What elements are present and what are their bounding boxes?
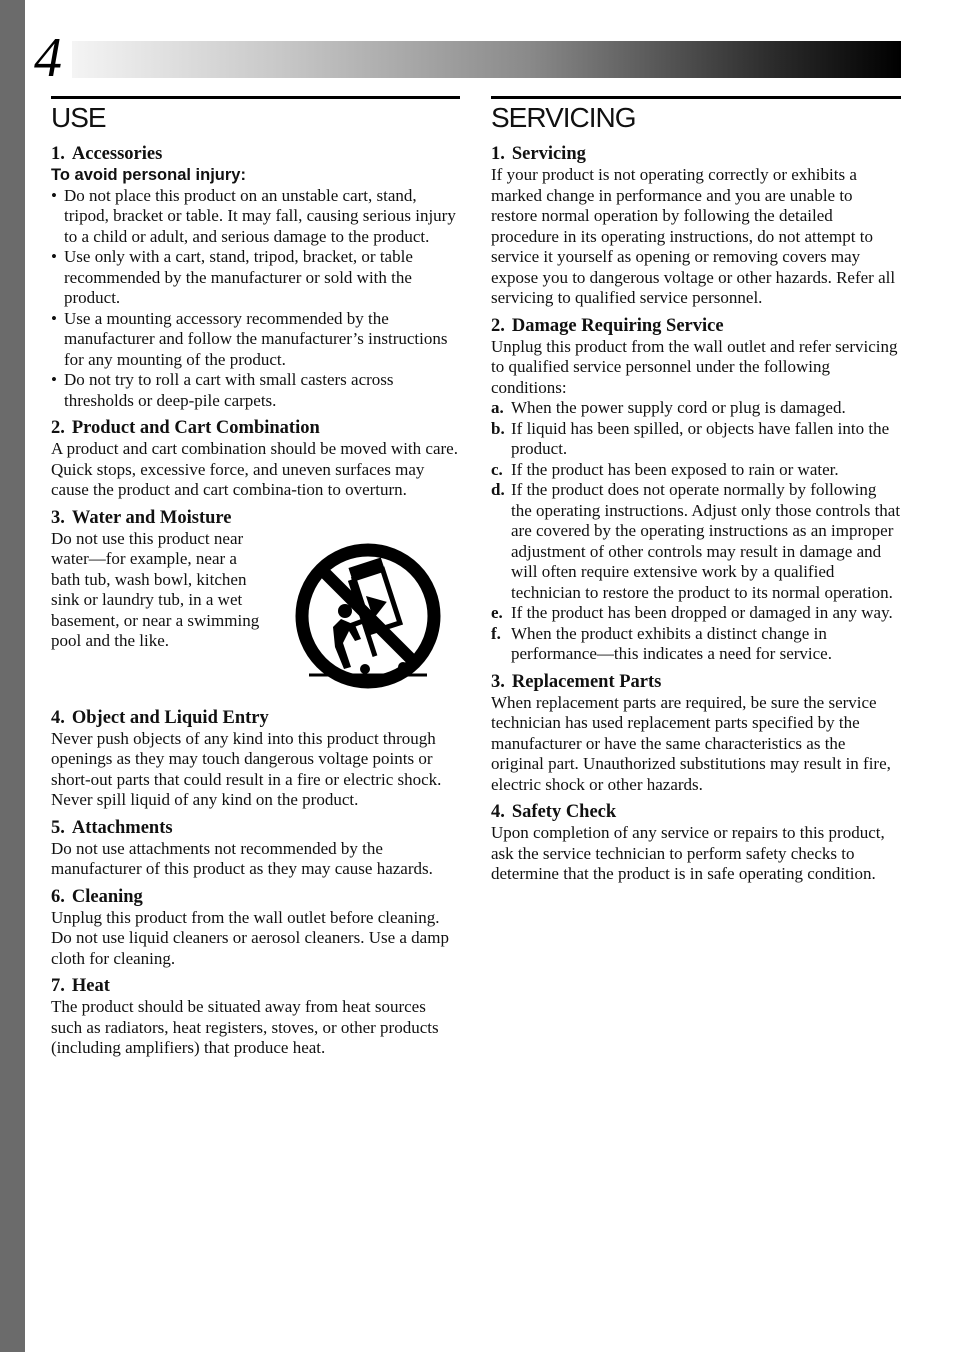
- item-text: Never push objects of any kind into this product through openings as they may touch dangerous voltage points or short-out parts that could result in a fire or electric shock. Never spill liquid of any kind on the product.: [51, 728, 442, 809]
- condition-letter: e.: [491, 603, 503, 622]
- item-title: Attachments: [71, 817, 173, 838]
- item-title: Servicing: [511, 144, 586, 164]
- servicing-column: [491, 96, 901, 891]
- use-item-product-cart: [51, 417, 460, 501]
- servicing-item-safety-check: [491, 801, 901, 885]
- use-item-attachments: [51, 817, 460, 880]
- item-number: 2.: [51, 418, 65, 438]
- condition-letter: d.: [491, 480, 505, 499]
- accessories-bullets: [51, 186, 460, 412]
- item-number: 4.: [491, 802, 505, 822]
- item-title: Product and Cart Combination: [71, 418, 320, 438]
- item-text: Unplug this product from the wall outlet before cleaning. Do not use liquid cleaners or aerosol cleaners. Use a damp cloth for cleaning.: [51, 907, 449, 968]
- condition-text: If the product has been exposed to rain or water.: [511, 459, 839, 479]
- servicing-rule: [491, 96, 901, 99]
- side-strip: [0, 0, 25, 1352]
- use-column: [51, 96, 460, 1065]
- item-number: 5.: [51, 817, 65, 838]
- condition-item: [491, 624, 901, 665]
- item-number: 6.: [51, 886, 65, 907]
- condition-item: [491, 603, 901, 624]
- item-text: Do not use attachments not recommended by the manufacturer of this product as they may cause hazards.: [51, 838, 433, 878]
- item-text: Unplug this product from the wall outlet and refer servicing to qualified service personnel under the following conditions:: [491, 336, 898, 397]
- condition-text: If liquid has been spilled, or objects have fallen into the product.: [511, 418, 890, 458]
- item-number: 1.: [491, 144, 505, 164]
- bullet-item: • Use a mounting accessory recommended by the manufacturer and follow the manufacturer’s instructions for any mounting of the product.: [51, 309, 460, 371]
- condition-item: [491, 480, 901, 603]
- item-number: 4.: [51, 707, 65, 728]
- item-title: Heat: [71, 976, 110, 996]
- use-rule: [51, 96, 460, 99]
- use-item-accessories: [51, 143, 460, 411]
- servicing-item-replacement-parts: [491, 671, 901, 796]
- item-text: Do not use this product near water—for example, near a bath tub, wash bowl, kitchen sink or laundry tub, in a wet basement, or near a swimming pool and the like.: [51, 528, 260, 650]
- item-title: Object and Liquid Entry: [71, 707, 269, 728]
- item-number: 1.: [51, 144, 65, 164]
- servicing-item-damage: [491, 315, 901, 665]
- item-text: The product should be situated away from heat sources such as radiators, heat registers, stoves, or other products (including amplifiers) that produce heat.: [51, 997, 439, 1057]
- page-number: 4: [34, 27, 62, 89]
- condition-item: [491, 460, 901, 481]
- servicing-title: SERVICING: [491, 102, 636, 133]
- use-item-object-liquid: [51, 707, 460, 811]
- cart-tip-over-warning-icon: [295, 543, 441, 689]
- use-item-heat: [51, 975, 460, 1059]
- item-title: Water and Moisture: [71, 507, 232, 528]
- use-item-cleaning: [51, 886, 460, 970]
- item-number: 3.: [491, 671, 505, 692]
- item-text: If your product is not operating correctly or exhibits a marked change in performance and you are unable to restore normal operation by following the detailed procedure in its operating instructions, do not attempt to service it yourself as opening or removing covers may expose you to dangerous voltage or other hazards. Refer all servicing to qualified service personnel.: [491, 165, 896, 307]
- header-gradient-bar: [72, 41, 901, 78]
- condition-text: When the power supply cord or plug is damaged.: [511, 398, 846, 417]
- condition-letter: c.: [491, 459, 503, 479]
- condition-letter: f.: [491, 623, 501, 643]
- item-text: When replacement parts are required, be sure the service technician has used replacement parts specified by the manufacturer or have the same characteristics as the original part. Unauthorized substitutions may result in fire, electric shock or other hazards.: [491, 692, 891, 794]
- item-title: Damage Requiring Service: [511, 315, 724, 336]
- condition-item: [491, 398, 901, 419]
- condition-text: If the product has been dropped or damaged in any way.: [511, 603, 893, 622]
- bullet-item: • Use only with a cart, stand, tripod, bracket, or table recommended by the manufacturer or sold with the product.: [51, 247, 460, 309]
- condition-letter: a.: [491, 398, 504, 417]
- condition-text: When the product exhibits a distinct change in performance—this indicates a need for service.: [511, 623, 832, 663]
- servicing-item-servicing: [491, 143, 901, 309]
- bullet-item: • Do not place this product on an unstable cart, stand, tripod, bracket or table. It may fall, causing serious injury to a child or adult, and serious damage to the product.: [51, 186, 460, 248]
- condition-text: If the product does not operate normally by following the operating instructions. Adjust only those controls that are covered by the operating instructions as an improper adjustment of other controls may result in damage and will often require extensive work by a qualified technician to restore the product to its normal operation.: [511, 480, 901, 602]
- condition-letter: b.: [491, 418, 505, 438]
- use-item-water-moisture: [51, 507, 460, 701]
- item-title: Safety Check: [511, 802, 617, 822]
- condition-item: [491, 419, 901, 460]
- use-title: USE: [51, 102, 106, 133]
- item-title: Replacement Parts: [511, 671, 662, 692]
- item-number: 7.: [51, 976, 65, 996]
- item-title: Cleaning: [71, 886, 143, 907]
- item-subtitle: To avoid personal injury:: [51, 166, 246, 184]
- bullet-item: • Do not try to roll a cart with small casters across thresholds or deep-pile carpets.: [51, 370, 460, 411]
- item-number: 2.: [491, 315, 505, 336]
- item-number: 3.: [51, 507, 65, 528]
- damage-conditions-list: [491, 398, 901, 665]
- item-text: A product and cart combination should be moved with care. Quick stops, excessive force, and uneven surfaces may cause the product and cart combina-tion to overturn.: [51, 439, 458, 499]
- item-text: Upon completion of any service or repairs to this product, ask the service technician to perform safety checks to determine that the product is in safe operating condition.: [491, 823, 885, 883]
- item-title: Accessories: [71, 144, 163, 164]
